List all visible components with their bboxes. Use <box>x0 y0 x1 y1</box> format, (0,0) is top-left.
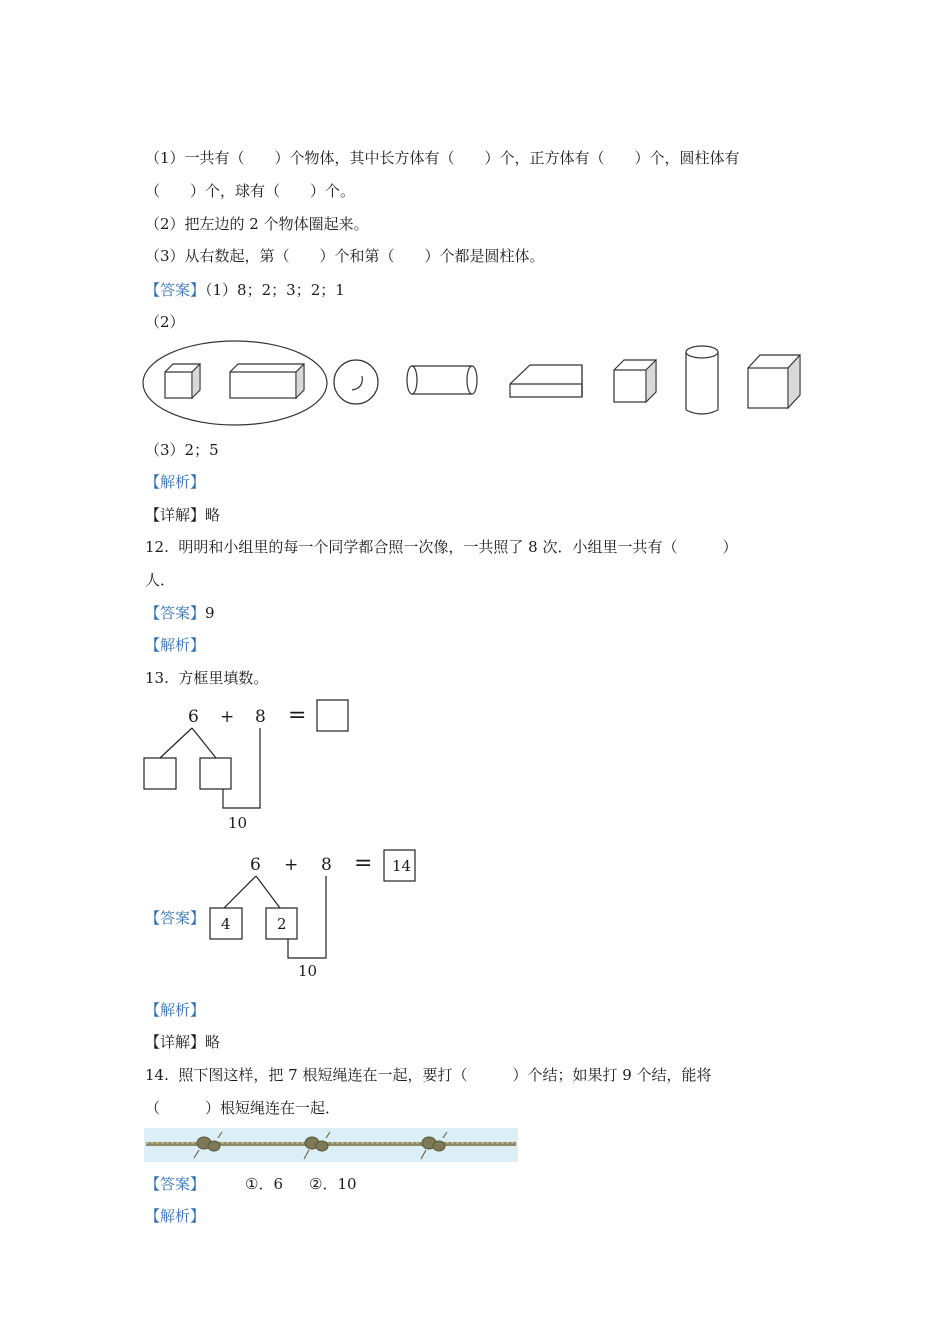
q13-analysis-tag: 【解析】 <box>145 1001 206 1019</box>
q13-ans-plus: + <box>284 855 299 875</box>
q11-detail: 【详解】略 <box>145 506 221 524</box>
q13-ans-result: 14 <box>392 857 412 875</box>
answer-tag: 【答案】 <box>145 604 206 622</box>
q11-answer-part1: （1）8；2；3；2；1 <box>205 281 345 299</box>
q14-line2: （ ）根短绳连在一起． <box>145 1099 341 1117</box>
q13-figure <box>140 698 360 838</box>
q13-line1: 13. 方框里填数。 <box>145 669 269 687</box>
q13-ans-num-a: 6 <box>250 855 261 875</box>
answer-tag: 【答案】 <box>145 281 206 299</box>
q14-answer-1: ①．6 <box>245 1175 284 1193</box>
q13-ten: 10 <box>228 814 248 832</box>
q13-split-box-1 <box>144 758 176 789</box>
q11-answer-line <box>145 280 345 300</box>
answer-tag: 【答案】 <box>145 1175 206 1193</box>
q13-ans-ten: 10 <box>298 962 318 980</box>
q12-line2: 人． <box>145 571 176 589</box>
q12-analysis-tag: 【解析】 <box>145 636 206 654</box>
q12-answer-line <box>145 603 215 623</box>
q12-answer: 9 <box>205 604 215 622</box>
q12-line1: 12. 明明和小组里的每一个同学都合照一次像，一共照了 8 次．小组里一共有（ ） <box>145 538 738 556</box>
flat-cuboid-icon <box>510 365 582 397</box>
q13-ans-split-2: 2 <box>277 915 287 933</box>
cylinder-standing-icon <box>686 346 718 414</box>
rope-image <box>144 1128 518 1162</box>
q11-analysis-tag: 【解析】 <box>145 473 206 491</box>
q11-part2: （2）把左边的 2 个物体圈起来。 <box>145 215 369 233</box>
q13-detail: 【详解】略 <box>145 1033 221 1051</box>
q14-analysis-tag: 【解析】 <box>145 1207 206 1225</box>
q13-ans-eq: = <box>354 851 373 876</box>
q13-result-box <box>317 700 348 731</box>
shapes-figure <box>140 340 820 430</box>
q11-part1-line2: （ ）个，球有（ ）个。 <box>145 182 356 200</box>
q13-split-box-2 <box>200 758 231 789</box>
q13-plus: + <box>220 707 235 727</box>
q11-part3: （3）从右数起，第（ ）个和第（ ）个都是圆柱体。 <box>145 247 545 265</box>
q13-num-a: 6 <box>188 707 199 727</box>
q13-eq: = <box>288 703 307 728</box>
q14-answer-2: ②．10 <box>309 1175 357 1193</box>
q11-answer-part2: （2） <box>145 313 185 331</box>
q13-num-b: 8 <box>255 707 266 727</box>
cylinder-lying-icon <box>407 366 477 394</box>
q13-ans-split-1: 4 <box>221 915 231 933</box>
q13-ans-num-b: 8 <box>321 855 332 875</box>
q14-line1: 14. 照下图这样，把 7 根短绳连在一起，要打（ ）个结；如果打 9 个结，能将 <box>145 1066 712 1084</box>
sphere-icon <box>334 360 378 404</box>
q13-answer-tag: 【答案】 <box>145 909 206 927</box>
q13-answer-figure <box>206 846 426 986</box>
q14-answer-line <box>145 1174 357 1194</box>
q11-part1-line1: （1）一共有（ ）个物体，其中长方体有（ ）个，正方体有（ ）个，圆柱体有 <box>145 149 740 167</box>
cuboid-icon <box>230 364 304 398</box>
q11-answer-part3: （3）2；5 <box>145 441 219 459</box>
